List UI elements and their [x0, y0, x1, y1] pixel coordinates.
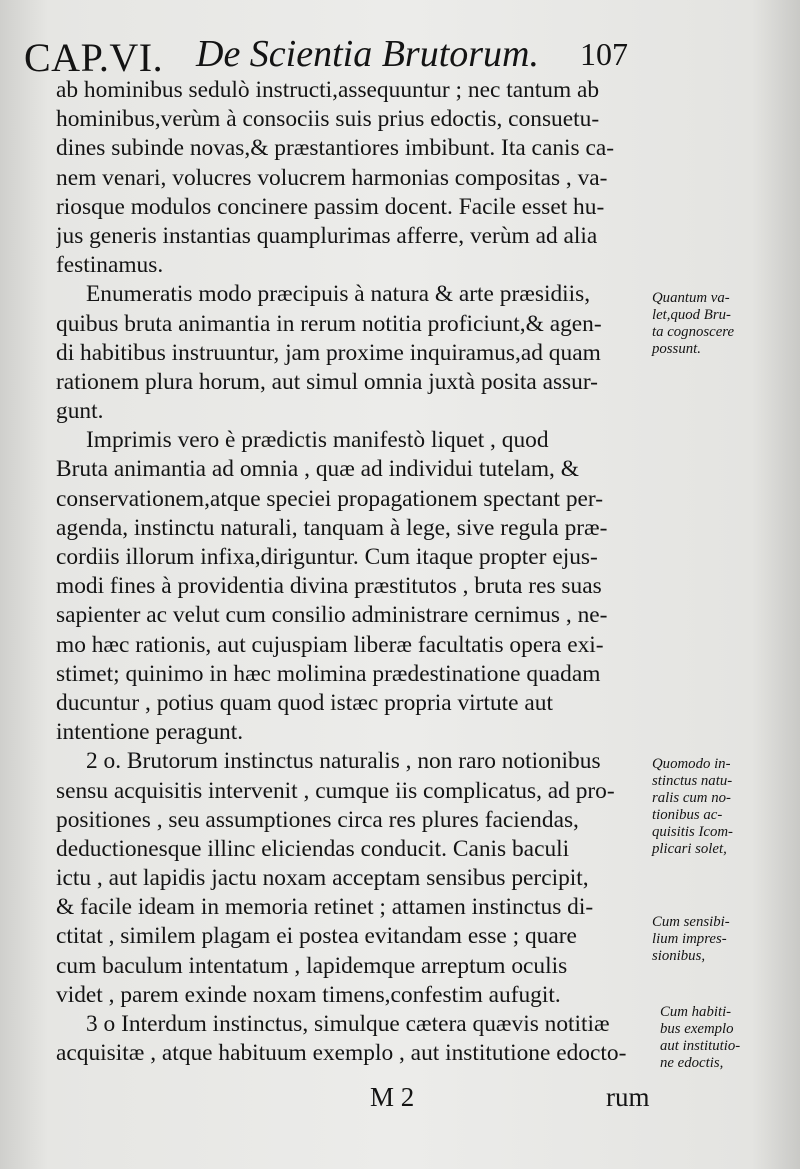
margin-note-line: Quantum va- — [652, 290, 730, 306]
margin-note-line: bus exemplo — [660, 1021, 734, 1037]
text-line: 2 o. Brutorum instinctus naturalis , non raro notionibus — [86, 748, 601, 775]
margin-note — [652, 756, 772, 858]
text-line: Imprimis vero è prædictis manifestò liquet , quod — [86, 427, 549, 454]
margin-note-line: tionibus ac- — [652, 807, 723, 823]
margin-note-line: let,quod Bru- — [652, 307, 731, 323]
margin-note-line: ta cognoscere — [652, 324, 735, 340]
page-number: 107 — [580, 36, 628, 72]
text-line: gunt. — [56, 398, 104, 425]
text-line: festinamus. — [56, 252, 164, 279]
text-line: di habitibus instruuntur, jam proxime inquiramus,ad quam — [56, 339, 601, 366]
page-footer — [0, 1082, 800, 1122]
text-line: sapienter ac velut cum consilio administrare cernimus , ne- — [56, 602, 608, 629]
margin-note — [652, 290, 772, 358]
text-line: intentione peragunt. — [56, 719, 244, 746]
text-line: sensu acquisitis intervenit , cumque iis complicatus, ad pro- — [56, 777, 615, 804]
margin-note-line: possunt. — [652, 341, 701, 357]
text-line: cordiis illorum infixa,diriguntur. Cum itaque propter ejus- — [56, 544, 598, 570]
margin-note-line: Quomodo in- — [652, 756, 731, 772]
margin-note-line: Cum sensibi- — [652, 914, 730, 930]
text-line: hominibus,verùm à consociis suis prius edoctis, consuetu- — [56, 106, 600, 133]
signature-mark: M 2 — [370, 1082, 415, 1112]
margin-note-line: stinctus natu- — [652, 773, 733, 789]
text-line: Bruta animantia ad omnia , quæ ad individui tutelam, & — [56, 456, 579, 483]
text-line: ictu , aut lapidis jactu noxam acceptam sensibus percipit, — [56, 865, 589, 892]
running-header — [24, 22, 644, 82]
text-line: acquisitæ , atque habituum exemplo , aut institutione edocto- — [56, 1040, 627, 1067]
text-line: deductionesque illinc eliciendas conducit. Canis baculi — [56, 835, 570, 862]
main-text — [56, 76, 646, 1068]
margin-note-line: ralis cum no- — [652, 790, 731, 806]
margin-note-line: ne edoctis, — [660, 1055, 724, 1071]
text-line: jus generis instantias quamplurimas afferre, verùm ad alia — [56, 222, 598, 249]
text-line: cum baculum intentatum , lapidemque arreptum oculis — [56, 952, 568, 979]
text-line: rationem plura horum, aut simul omnia juxtà posita assur- — [56, 368, 598, 395]
margin-note-line: lium impres- — [652, 931, 727, 947]
text-line: agenda, instinctu naturali, tanquam à lege, sive regula præ- — [56, 514, 608, 541]
text-line: quibus bruta animantia in rerum notitia proficiunt,& agen- — [56, 310, 602, 337]
text-line: positiones , seu assumptiones circa res plures faciendas, — [56, 806, 579, 833]
text-line: ab hominibus sedulò instructi,assequuntur ; nec tantum ab — [56, 77, 600, 103]
text-line: ducuntur , potius quam quod istæc propria virtute aut — [56, 689, 553, 716]
margin-note-line: quisitis Icom- — [652, 824, 733, 840]
margin-note-line: aut institutio- — [660, 1038, 741, 1054]
text-line: ctitat , similem plagam ei postea evitandam esse ; quare — [56, 923, 577, 950]
text-line: Enumeratis modo præcipuis à natura & arte præsidiis, — [86, 281, 591, 308]
chapter-label: CAP.VI. — [24, 35, 164, 80]
text-line: mo hæc rationis, aut cujuspiam liberæ facultatis opera exi- — [56, 631, 604, 658]
text-line: nem venari, volucres volucrem harmonias compositas , va- — [56, 164, 608, 191]
margin-note-line: plicari solet, — [652, 841, 727, 857]
margin-note-line: Cum habiti- — [660, 1004, 732, 1020]
catchword: rum — [606, 1082, 650, 1112]
margin-note-line: sionibus, — [652, 948, 706, 964]
text-line: conservationem,atque speciei propagationem spectant per- — [56, 485, 604, 512]
text-line: riosque modulos concinere passim docent. Facile esset hu- — [56, 193, 605, 220]
text-line: stimet; quinimo in hæc molimina prædestinatione quadam — [56, 660, 601, 687]
text-line: & facile ideam in memoria retinet ; attamen instinctus di- — [56, 894, 594, 921]
margin-note — [652, 914, 772, 965]
running-title: De Scientia Brutorum. — [196, 33, 540, 75]
text-line: modi fines à providentia divina præstitutos , bruta res suas — [56, 573, 602, 600]
text-line: dines subinde novas,& præstantiores imbibunt. Ita canis ca- — [56, 135, 615, 162]
text-line: 3 o Interdum instinctus, simulque cætera quævis notitiæ — [86, 1011, 610, 1037]
margin-note — [660, 1004, 780, 1072]
text-line: videt , parem exinde noxam timens,confestim aufugit. — [56, 981, 561, 1008]
